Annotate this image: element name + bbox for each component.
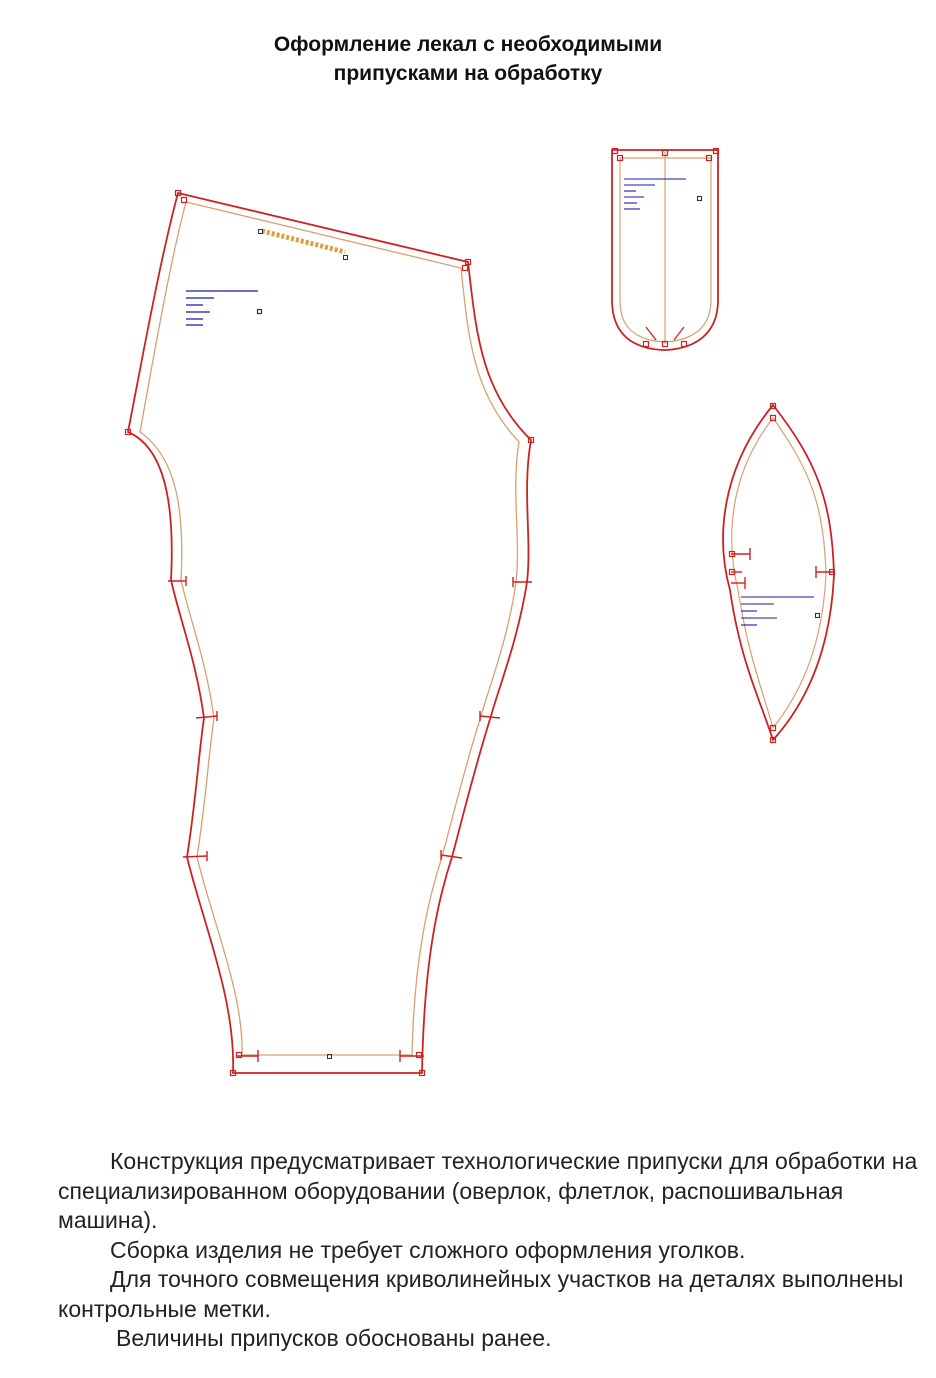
title-line-1: Оформление лекал с необходимыми (273, 33, 663, 56)
pattern-piece-leg (126, 191, 534, 1076)
leg-grainline-label (259, 230, 348, 260)
paragraph-2: Сборка изделия не требует сложного оформления уголков. (110, 1236, 746, 1263)
gusset-nodes (730, 404, 835, 743)
leg-nodes (126, 191, 534, 1076)
pattern-piece-pocket (612, 149, 719, 351)
title-line-2: припусками на обработку (333, 62, 603, 85)
leg-notches (168, 576, 532, 1062)
paragraph-1: Конструкция предусматривает технологические припуски для обработки на специализированном оборудовании (оверлок, флетлок, распошивальная машина). (58, 1148, 918, 1233)
leg-seamline (140, 202, 519, 1055)
paragraph-4: Величины припусков обоснованы ранее. (116, 1325, 552, 1351)
pattern-piece-gusset (723, 404, 834, 743)
gusset-annotation-block (741, 597, 820, 625)
pocket-annotation-block (624, 179, 702, 209)
description-text (58, 1147, 918, 1354)
leg-annotation-block (186, 291, 262, 325)
paragraph-3: Для точного совмещения криволинейных участков на деталях выполнены контрольные метки. (58, 1266, 904, 1322)
gusset-notches (731, 548, 834, 589)
